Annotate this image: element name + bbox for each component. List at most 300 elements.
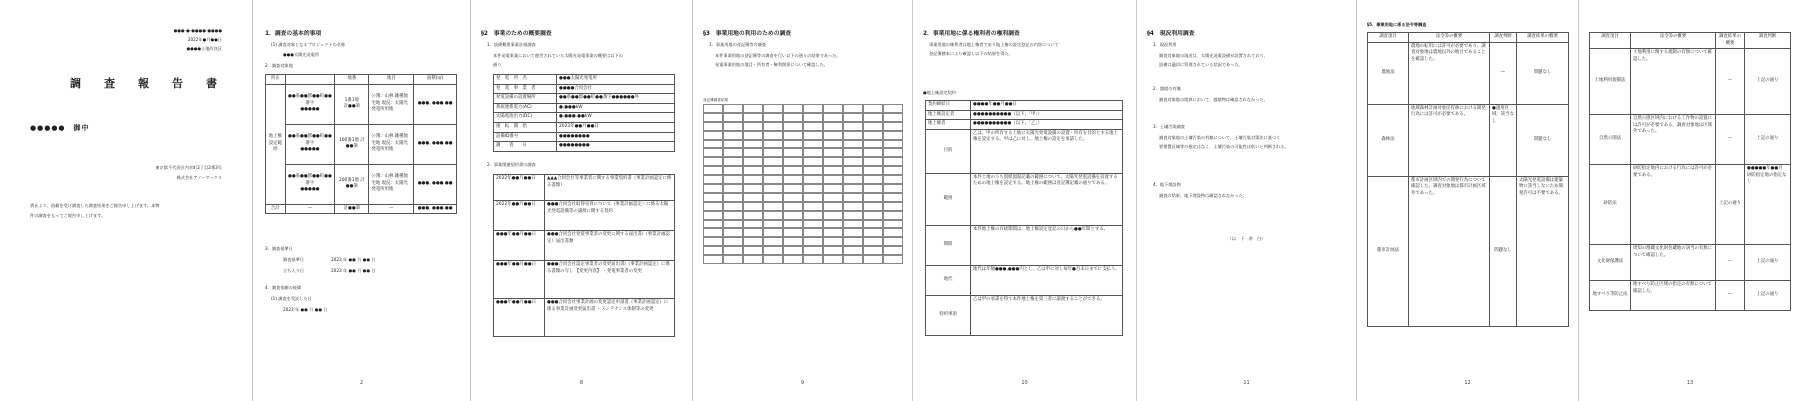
field-label: 地上権設定者	[926, 110, 971, 120]
grid-cell	[783, 140, 803, 149]
page-number: 10	[1021, 379, 1028, 386]
grid-cell	[803, 202, 823, 211]
location-text: ●●県●●郡●●町●●番字	[288, 174, 332, 186]
grid-cell	[883, 148, 903, 157]
grid-cell	[703, 246, 723, 255]
body-line: 調査対象地の境界において、越境物は確認されなかった。	[1159, 97, 1268, 102]
grid-cell	[783, 122, 803, 131]
contract-desc: ●●●合同会社発電事業者の変更に関する届出書/（事業計画認定）届出書類	[545, 231, 675, 261]
grid-cell	[843, 166, 863, 175]
contract-date: 2022年●●月●●日	[494, 201, 545, 231]
col-header: 調査判断	[1490, 33, 1517, 43]
grid-cell	[723, 175, 743, 184]
grid-cell	[763, 220, 783, 229]
item-result: —	[1716, 115, 1745, 165]
location-text: ●●●●●	[300, 187, 320, 193]
grid-cell	[783, 104, 803, 113]
grid-cell	[803, 140, 823, 149]
field-value: ●●●●●●●●	[557, 142, 675, 152]
item-name: 都市計画法	[1368, 176, 1409, 326]
item-summary: 農地の転用には許可が必要であり、調査対象地は農地以外の地目であることを確認した。	[1409, 42, 1490, 104]
page-rights	[913, 0, 1137, 401]
field-value: ●●●●合同会社	[557, 84, 675, 94]
grid-cell	[783, 193, 803, 202]
intro-line: 通り	[493, 62, 502, 67]
intro-line: 本件発電事業において運営されている太陽光発電事業の概要は以下の	[493, 53, 623, 58]
grid-cell	[763, 228, 783, 237]
doc-org: ●●●●土地改良区	[186, 46, 222, 51]
field-value: ●●●●●●●●●●（以下、「甲」）	[971, 110, 1123, 120]
item-judgement: —	[1490, 42, 1517, 104]
grid-cell	[823, 175, 843, 184]
body-line: 要措置区域等の指定はなく、土壌汚染の可能性は低いと判断される。	[1159, 144, 1289, 149]
field-value: ●●県●●郡●●町●●番字●●●●●●外	[557, 94, 675, 104]
field-label: 運 転 開 始	[494, 123, 557, 133]
grid-cell	[723, 122, 743, 131]
grid-cell	[763, 246, 783, 255]
grid-cell	[843, 202, 863, 211]
grid-cell	[843, 211, 863, 220]
grid-cell	[823, 113, 843, 122]
doc-title: 調 査 報 告 書	[70, 77, 223, 90]
grid-cell	[863, 157, 883, 166]
grid-cell	[763, 166, 783, 175]
grid-cell	[863, 220, 883, 229]
contract-desc: ▲▲▲合同会社等事業者に関する事業契約書（事業計画認定に係る書類）	[545, 175, 675, 201]
grid-cell	[723, 157, 743, 166]
intro-line: 登記簿謄本により確認し以下の結果を得た。	[929, 51, 1013, 56]
grid-cell	[843, 122, 863, 131]
field-label: 設備ID番号	[494, 132, 557, 142]
grid-cell	[763, 122, 783, 131]
grid-cell	[823, 255, 843, 264]
grid-cell	[843, 140, 863, 149]
field-value: ●,●●●kW	[557, 103, 675, 113]
field-label: 発 電 事 業 者	[494, 84, 557, 94]
grid-cell	[843, 255, 863, 264]
grid-cell	[743, 157, 763, 166]
contract-desc: ●●●合同会社事業計画の変更認定申請書（事業計画認定）に係る事業計画変更届出書 ・メンテナンス体制等の変更	[545, 299, 675, 337]
section-heading: 2．調査対象地	[265, 63, 293, 68]
grid-cell	[723, 140, 743, 149]
grid-cell	[763, 148, 783, 157]
field-value: 乙は、甲の所有する土地に太陽光発電設備の設置・所有を目的とする地上権を設定する。甲は乙に対し、地上権の設定を承諾した。	[971, 129, 1123, 173]
grid-cell	[803, 104, 823, 113]
subheading: 1．設備概要事業計画調査	[487, 42, 536, 47]
grid-cell	[803, 237, 823, 246]
item-result: —	[1716, 281, 1745, 311]
grid-cell	[743, 211, 763, 220]
section-heading: 2．事業用地に係る権利者の権利調査	[923, 31, 1020, 37]
item-summary: 自然公園区域内における工作物の設置には許可が必要である。調査対象地は区域外であった。	[1631, 115, 1716, 165]
body-line: 調査の結果、地下埋設物は確認されなかった。	[1159, 193, 1247, 198]
field-label: 太陽電池出力(DC)	[494, 113, 557, 123]
field-value: 地代は年額●●●,●●●円とし、乙は甲に対し毎年●月末日までに支払う。	[971, 265, 1123, 295]
grid-cell	[863, 228, 883, 237]
grid-cell	[803, 157, 823, 166]
grid-cell	[743, 237, 763, 246]
page-cover	[0, 0, 253, 401]
location-text: ●●●●●	[300, 147, 320, 153]
field-value: ●●●●●●●●●●（以下、「乙」）	[971, 120, 1123, 130]
grid-cell	[863, 237, 883, 246]
col-header: 法令等の概要	[1631, 33, 1716, 49]
section-heading: 3．調査基準日	[265, 246, 293, 251]
grid-cell	[783, 148, 803, 157]
field-label: 地上権者	[926, 120, 971, 130]
grid-cell	[863, 184, 883, 193]
item-result: —	[1716, 245, 1745, 281]
received-date: 2023 年 ●● 月 ●● 日	[283, 307, 328, 312]
lot-cell: 200番1他 計●●筆	[335, 164, 369, 204]
page-number: 11	[1243, 379, 1250, 386]
total-label: 合計	[266, 204, 286, 214]
grid-cell	[863, 166, 883, 175]
grid-cell	[703, 237, 723, 246]
grid-cell	[763, 184, 783, 193]
total-area: ●●●, ●●●.●●	[414, 204, 457, 214]
category-cell: 公簿：山林 雑種地 宅地 現況：太陽光発電所用地	[369, 124, 414, 164]
grid-cell	[863, 193, 883, 202]
grid-cell	[823, 104, 843, 113]
field-value: ●●●太陽光発電所	[557, 75, 675, 85]
grid-cell	[743, 104, 763, 113]
item-summary: 土地利用に関する規制の有無について確認した。	[1631, 49, 1716, 115]
page-number: 2	[359, 379, 364, 386]
grid-cell	[843, 148, 863, 157]
box-title: ●地上権設定契約	[923, 90, 956, 95]
body-line: 調査対象地の現況は、太陽光発電設備が設置されており、	[1159, 53, 1268, 58]
section-heading: §2 事業のための概要調査	[481, 31, 552, 37]
group-label: 地上権設定範囲	[266, 84, 286, 204]
grid-cell	[723, 166, 743, 175]
field-label: 発 電 所 名	[494, 75, 557, 85]
grid-cell	[703, 228, 723, 237]
field-label: 特約事項	[926, 295, 971, 335]
item-judgement: 上記の通り	[1745, 115, 1791, 165]
grid-cell	[723, 255, 743, 264]
grid-cell	[843, 246, 863, 255]
grid-cell	[843, 157, 863, 166]
grid-cell	[743, 166, 763, 175]
contract-date: ●●●年●●月●●日	[494, 231, 545, 261]
field-label: 期間	[926, 225, 971, 265]
lot-cell	[335, 84, 369, 124]
grid-cell	[723, 148, 743, 157]
grid-cell	[783, 175, 803, 184]
grid-cell	[703, 193, 723, 202]
grid-cell	[763, 237, 783, 246]
grid-cell	[703, 211, 723, 220]
grid-cell	[863, 131, 883, 140]
page-number: 9	[800, 379, 805, 386]
grid-cell	[803, 166, 823, 175]
page-facility-overview	[471, 0, 693, 401]
end-mark: （以 下 余 白）	[1227, 236, 1266, 241]
item-summary: 砂防指定地内における行為には許可が必要である。	[1631, 165, 1716, 245]
contract-desc: ●●●合同会社認定事業者の変更届出書/（事業計画認定）に係る書類の写し 【変更内容】 ・発電事業者の変更	[545, 261, 675, 299]
item-judgement: 上記の通り	[1745, 245, 1791, 281]
item-result: —	[1716, 49, 1745, 115]
grid-cell	[703, 104, 723, 113]
item-name: 森林法	[1368, 104, 1409, 176]
grid-cell	[883, 113, 903, 122]
item-summary: 地域森林計画対象民有林における開発行為には許可が必要である。	[1409, 104, 1490, 176]
contract-date: 2022年●●月●●日	[494, 175, 545, 201]
col-header: 調査結果の概要	[1716, 33, 1745, 49]
col-header: 地目	[369, 75, 414, 85]
contracts-table	[493, 174, 675, 337]
grid-cell	[803, 131, 823, 140]
grid-cell	[883, 211, 903, 220]
grid-cell	[743, 184, 763, 193]
grid-cell	[763, 140, 783, 149]
item-result: 問題なし	[1490, 176, 1517, 326]
greeting-line-2: 件の調査をもってご報告申し上げます。	[30, 213, 106, 218]
registry-grid	[703, 104, 903, 264]
page-basic-items	[253, 0, 471, 401]
item-result: 問題なし	[1517, 42, 1569, 104]
grid-cell	[843, 184, 863, 193]
grid-cell	[743, 255, 763, 264]
grid-cell	[763, 175, 783, 184]
grid-cell	[883, 131, 903, 140]
lot-text: 1番1他	[344, 97, 359, 103]
intro-line: 本件事業用地の登記簿等の調査を行い以下の通りの結果であった。	[715, 53, 841, 58]
col-header: 所在	[266, 75, 286, 85]
grid-cell	[803, 113, 823, 122]
grid-cell	[863, 148, 883, 157]
item-summary: 都市計画区域内での開発行為について確認した。調査対象地は都市計画区域外であった。	[1409, 176, 1490, 326]
field-value: 2023年●●月●●日	[557, 123, 675, 133]
subheading: 3．土壌汚染調査	[1153, 124, 1185, 129]
item-judgement: 太陽光発電設備は建築物に該当しないため開発許可は不要である。	[1517, 176, 1569, 326]
grid-cell	[803, 148, 823, 157]
grid-cell	[863, 122, 883, 131]
recipient: ●●●●● 御中	[30, 124, 90, 132]
grid-cell	[783, 202, 803, 211]
field-value: 本件地上権の存続期間は、地上権設定登記の日から●●年間とする。	[971, 225, 1123, 265]
grid-cell	[783, 246, 803, 255]
grid-cell	[883, 140, 903, 149]
field-label: 目的	[926, 129, 971, 173]
grid-cell	[883, 202, 903, 211]
page-regulations-continued	[1579, 0, 1801, 401]
grid-cell	[723, 202, 743, 211]
item-name: 地すべり等防止法	[1590, 281, 1631, 311]
grid-cell	[823, 184, 843, 193]
grid-cell	[883, 246, 903, 255]
page-number: 13	[1686, 379, 1694, 386]
lot-text: 計●●筆	[343, 104, 361, 110]
company-address: 東京都千代田区内幸町2丁目2番3号	[155, 165, 222, 170]
grid-cell	[803, 220, 823, 229]
contract-date: ●●●年●●月●●日	[494, 261, 545, 299]
grid-cell	[703, 220, 723, 229]
grid-cell	[883, 122, 903, 131]
grid-cell	[703, 255, 723, 264]
page-number: 8	[579, 379, 584, 386]
subheading: 2．事業関連契約書の調査	[487, 162, 536, 167]
grid-cell	[783, 184, 803, 193]
grid-cell	[883, 104, 903, 113]
item-name: 農地法	[1368, 42, 1409, 104]
grid-cell	[863, 104, 883, 113]
grid-cell	[703, 166, 723, 175]
grid-cell	[843, 193, 863, 202]
grid-cell	[863, 175, 883, 184]
grid-cell	[803, 122, 823, 131]
item-name: 自然公園法	[1590, 115, 1631, 165]
grid-cell	[723, 193, 743, 202]
item-result: 問題なし	[1517, 104, 1569, 176]
grid-cell	[863, 255, 883, 264]
grid-cell	[743, 175, 763, 184]
total-location: —	[285, 204, 335, 214]
total-category: —	[369, 204, 414, 214]
grid-cell	[783, 220, 803, 229]
grid-cell	[863, 211, 883, 220]
grid-cell	[883, 228, 903, 237]
location-cell	[285, 84, 335, 124]
grid-cell	[823, 157, 843, 166]
grid-cell	[803, 175, 823, 184]
total-lot: 計●●筆	[335, 204, 369, 214]
field-value: ●●●●●●●●	[557, 132, 675, 142]
location-text: ●●県●●郡●●町●●番字	[288, 134, 332, 146]
grid-cell	[843, 237, 863, 246]
grid-cell	[783, 131, 803, 140]
grid-cell	[703, 202, 723, 211]
subheading: 4．地下埋設物	[1153, 182, 1181, 187]
grid-cell	[743, 122, 763, 131]
category-cell: 公簿：山林 雑種地 宅地 現況：太陽光発電所用地	[369, 84, 414, 124]
item-name: 文化財保護法	[1590, 245, 1631, 281]
date-label: 立ち入り日	[283, 268, 304, 273]
grid-cell	[843, 131, 863, 140]
page-regulations	[1357, 0, 1579, 401]
grid-cell	[823, 228, 843, 237]
subheading: (1) 調査を受託した日	[271, 296, 312, 301]
grid-cell	[883, 175, 903, 184]
grid-cell	[723, 246, 743, 255]
grid-cell	[883, 193, 903, 202]
grid-cell	[763, 255, 783, 264]
col-header: 調査項目	[1590, 33, 1631, 49]
grid-cell	[783, 211, 803, 220]
item-name: 土地利用規制法	[1590, 49, 1631, 115]
grid-cell	[823, 220, 843, 229]
item-judgement: ●適用区域：該当なし	[1490, 104, 1517, 176]
grid-cell	[743, 193, 763, 202]
grid-cell	[883, 255, 903, 264]
grid-cell	[803, 193, 823, 202]
subheading: 1．事業用地の登記簿等の調査	[709, 42, 767, 47]
project-name: ●●●太陽光発電所	[283, 52, 320, 57]
grid-cell	[803, 228, 823, 237]
page-current-use	[1137, 0, 1357, 401]
grid-cell	[883, 157, 903, 166]
area-cell: ●●●, ●●●.●●	[414, 84, 457, 124]
grid-cell	[823, 193, 843, 202]
grid-cell	[763, 104, 783, 113]
location-cell	[285, 164, 335, 204]
field-label: 系統連系電力(AC)	[494, 103, 557, 113]
grid-cell	[823, 166, 843, 175]
field-label: 契約締結日	[926, 101, 971, 111]
grid-cell	[803, 211, 823, 220]
grid-cell	[723, 104, 743, 113]
grid-cell	[803, 246, 823, 255]
section-heading: §4 現況利用調査	[1147, 31, 1195, 37]
item-judgement: 上記の通り	[1716, 165, 1745, 245]
grid-cell	[723, 184, 743, 193]
item-result: ●●●●●年●●月 砂防指定地の指定なし	[1745, 165, 1791, 245]
grid-cell	[703, 122, 723, 131]
grid-cell	[823, 122, 843, 131]
item-name: 砂防法	[1590, 165, 1631, 245]
land-table	[265, 74, 457, 214]
table-title: 登記簿調査結果	[703, 98, 729, 102]
grid-cell	[823, 237, 843, 246]
grid-cell	[703, 175, 723, 184]
grid-cell	[763, 202, 783, 211]
field-value: ●,●●●.●●kW	[557, 113, 675, 123]
grid-cell	[783, 237, 803, 246]
field-value: 本件土地のうち別紙図面記載の範囲について、太陽光発電設備を設置するための地上権を設定する。地上権の範囲は登記簿記載の通りである。	[971, 173, 1123, 225]
regulations-table	[1589, 32, 1791, 311]
location-text: ●●●●●	[300, 107, 320, 113]
field-value: 乙は甲の承諾を得て本件地上権を第三者に譲渡することができる。	[971, 295, 1123, 335]
section-heading: §5．事業用地に係る法令等調査	[1367, 22, 1427, 27]
section-heading: §3 事業用地の利用のための調査	[703, 31, 792, 37]
grid-cell	[743, 113, 763, 122]
field-label: 調 査 日	[494, 142, 557, 152]
grid-cell	[783, 113, 803, 122]
grid-cell	[703, 131, 723, 140]
date-label: 調査基準日	[283, 257, 304, 262]
page-land-registry	[693, 0, 913, 401]
grid-cell	[823, 140, 843, 149]
grid-cell	[863, 113, 883, 122]
contract-date: ●●●年●●月●●日	[494, 299, 545, 337]
grid-cell	[743, 140, 763, 149]
grid-cell	[843, 104, 863, 113]
body-line: 設備は適切に管理されている状況であった。	[1159, 62, 1243, 67]
grid-cell	[703, 157, 723, 166]
grid-cell	[823, 131, 843, 140]
grid-cell	[863, 246, 883, 255]
grid-cell	[743, 228, 763, 237]
grid-cell	[883, 220, 903, 229]
intro-line: 発電事業用地の地目・所有者・権利関係について確認した。	[715, 62, 828, 67]
field-label: 発電設備の設置場所	[494, 94, 557, 104]
grid-cell	[783, 228, 803, 237]
grid-cell	[823, 211, 843, 220]
grid-cell	[723, 211, 743, 220]
facility-table	[493, 74, 675, 152]
grid-cell	[763, 113, 783, 122]
grid-cell	[723, 228, 743, 237]
grid-cell	[703, 140, 723, 149]
grid-cell	[843, 175, 863, 184]
col-header: 調査判断	[1745, 33, 1791, 49]
item-judgement: 上記の通り	[1745, 281, 1791, 311]
lot-cell: 100番1他 計●●筆	[335, 124, 369, 164]
doc-number: ●●●-●-●●●●-●●●●	[173, 28, 222, 33]
grid-cell	[803, 184, 823, 193]
page-number: 12	[1464, 379, 1471, 386]
